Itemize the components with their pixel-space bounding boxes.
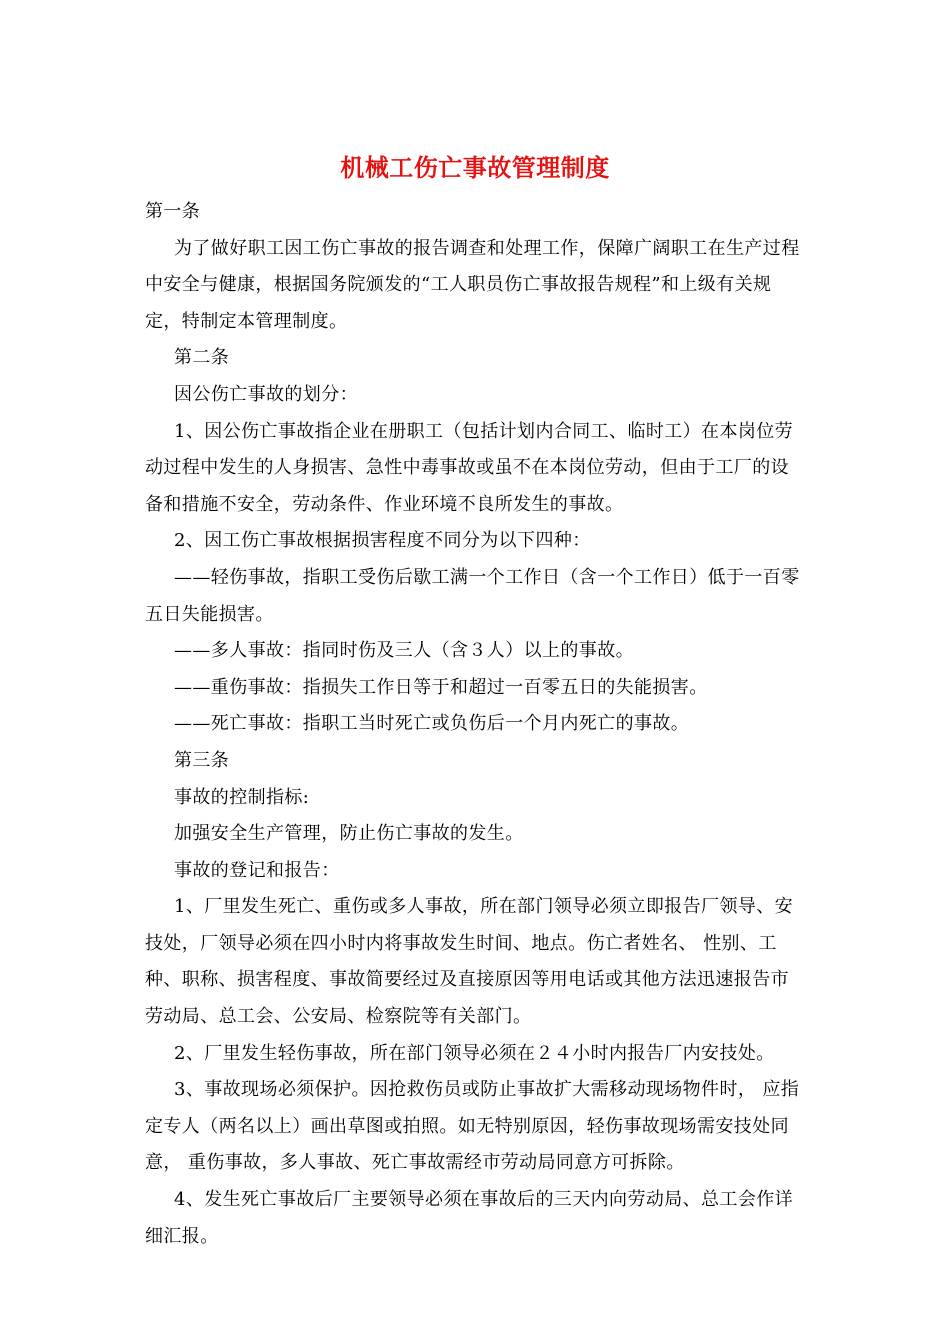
paragraph: ——多人事故：指同时伤及三人（含３人）以上的事故。 <box>174 640 634 662</box>
paragraph: 2、厂里发生轻伤事故，所在部门领导必须在２４小时内报告厂内安技处。 <box>174 1042 775 1064</box>
paragraph: ——重伤事故：指损失工作日等于和超过一百零五日的失能损害。 <box>174 676 708 698</box>
paragraph: 事故的登记和报告： <box>174 859 340 881</box>
paragraph: 1、厂里发生死亡、重伤或多人事故，所在部门领导必须立即报告厂领导、安技处，厂领导必须在四小时内将事故发生时间、地点。伤亡者姓名、 性别、工种、职称、损害程度、事故简要经过及直接原因等用电话或其他方法迅速报告市劳动局、总工会、公安局、检察院等有关部门。 <box>145 896 794 1028</box>
paragraph: 4、发生死亡事故后厂主要领导必须在事故后的三天内向劳动局、总工会作详细汇报。 <box>145 1189 794 1247</box>
paragraph: 因公伤亡事故的划分： <box>174 383 358 405</box>
paragraph: 事故的控制指标: <box>174 786 310 808</box>
paragraph: 1、因公伤亡事故指企业在册职工（包括计划内合同工、临时工）在本岗位劳动过程中发生的人身损害、急性中毒事故或虽不在本岗位劳动，但由于工厂的设备和措施不安全，劳动条件、作业环境不良所发生的事故。 <box>145 420 794 515</box>
paragraph: 为了做好职工因工伤亡事故的报告调查和处理工作，保障广阔职工在生产过程中安全与健康，根据国务院颁发的“工人职员伤亡事故报告规程”和上级有关规定，特制定本管理制度。 <box>145 237 800 332</box>
paragraph: ——死亡事故：指职工当时死亡或负伤后一个月内死亡的事故。 <box>174 713 690 735</box>
paragraph: ——轻伤事故，指职工受伤后歇工满一个工作日（含一个工作日）低于一百零五日失能损害。 <box>145 566 800 625</box>
paragraph: 第一条 <box>145 201 201 222</box>
paragraph: 第三条 <box>174 749 230 771</box>
document-title: 机械工伤亡事故管理制度 <box>340 153 610 182</box>
paragraph: 加强安全生产管理，防止伤亡事故的发生。 <box>174 823 524 845</box>
paragraph: 2、因工伤亡事故根据损害程度不同分为以下四种： <box>174 530 591 552</box>
document-body <box>145 194 807 1255</box>
paragraph: 3、事故现场必须保护。因抢救伤员或防止事故扩大需移动现场物件时， 应指定专人（两名以上）画出草图或拍照。如无特别原因，轻伤事故现场需安技处同意， 重伤事故，多人事故、死亡事故需经市劳动局同意方可拆除。 <box>145 1079 800 1174</box>
paragraph: 第二条 <box>174 347 230 369</box>
